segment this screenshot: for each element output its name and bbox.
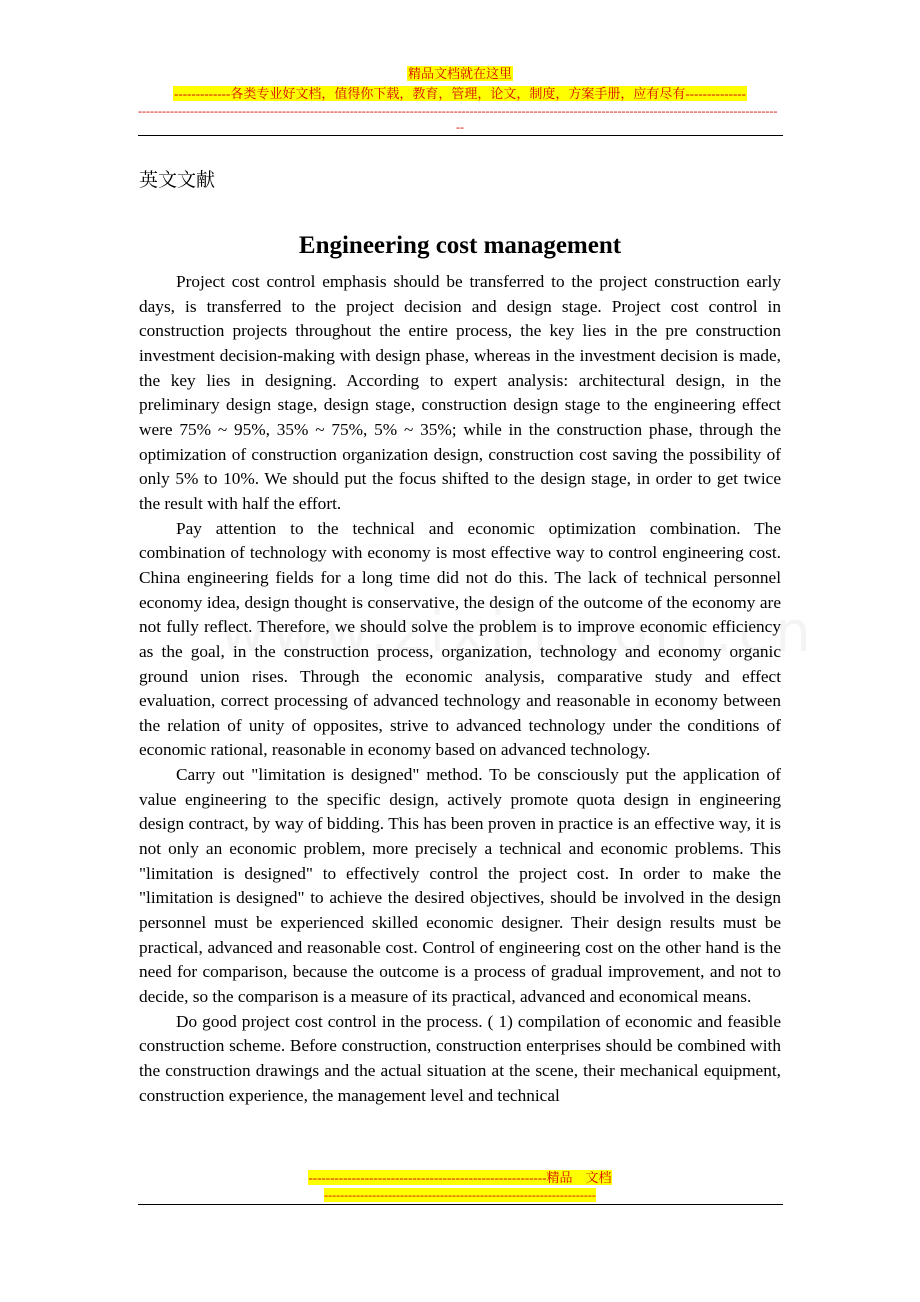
footer-banner: -------------------------------------------------------精品 文档 [308, 1170, 612, 1185]
paragraph: Project cost control emphasis should be transferred to the project construction early days, is transferred to the project decision and design stage. Project cost control in construction projects throughout the entire process, the key lies in the pre construction investment decision-making with design phase, whereas in the investment decision is made, the key lies in designing. According to expert analysis: architectural design, in the preliminary design stage, design stage, construction design stage to the engineering effect were 75% ~ 95%, 35% ~ 75%, 5% ~ 35%; while in the construction phase, through the optimization of construction organization design, construction cost saving the possibility of only 5% to 10%. We should put the focus shifted to the design stage, in order to get twice the result with half the effort. [139, 272, 781, 513]
header-dash-line: ---------------------------------------------------------------------------------------------------------------------------------------------------------------- [138, 104, 778, 118]
paragraph: Pay attention to the technical and economic optimization combination. The combination of technology with economy is most effective way to control engineering cost. China engineering fields for a long time did not do this. The lack of technical personnel economy idea, design thought is conservative, the design of the outcome of the economy are not fully reflect. Therefore, we should solve the problem is to improve economic efficiency as the goal, in the construction process, organization, technology and economy organic ground union rises. Through the economic analysis, comparative study and effect evaluation, correct processing of advanced technology and reasonable in economy between the relation of unity of opposites, strive to advanced technology under the conditions of economic rational, reasonable in economy based on advanced technology. [139, 518, 781, 760]
header-banner-tagline: -------------各类专业好文档，值得你下载，教育，管理，论文，制度，方案手册，应有尽有-------------- [174, 86, 746, 101]
document-title: Engineering cost management [298, 232, 622, 259]
paragraph: Carry out "limitation is designed" method. To be consciously put the application of value engineering to the specific design, actively promote quota design in engineering design contract, by way of bidding. This has been proven in practice is an effective way, it is not only an economic problem, more precisely a technical and economic problems. This "limitation is designed" to effectively control the project cost. In order to make the "limitation is designed" to achieve the desired objectives, should be involved in the design personnel must be experienced skilled economic designer. Their design results must be practical, advanced and reasonable cost. Control of engineering cost on the other hand is the need for comparison, because the outcome is a process of gradual improvement, and not to decide, so the comparison is a measure of its practical, advanced and economical means. [139, 765, 781, 1007]
section-heading: 英文文献 [139, 169, 216, 191]
footer-dash-line: -------------------------------------------------------------------- [324, 1188, 596, 1202]
footer-rule [138, 1204, 783, 1205]
header-rule [138, 135, 783, 136]
paragraph: Do good project cost control in the process. ( 1) compilation of economic and feasible construction scheme. Before construction, construction enterprises should be combined with the construction drawings and the actual situation at the scene, their mechanical equipment, construction experience, the management level and technical [139, 1011, 781, 1105]
header-dash-tail: -- [456, 120, 464, 134]
header-banner-title: 精品文档就在这里 [407, 66, 512, 81]
document-body [139, 270, 781, 1108]
